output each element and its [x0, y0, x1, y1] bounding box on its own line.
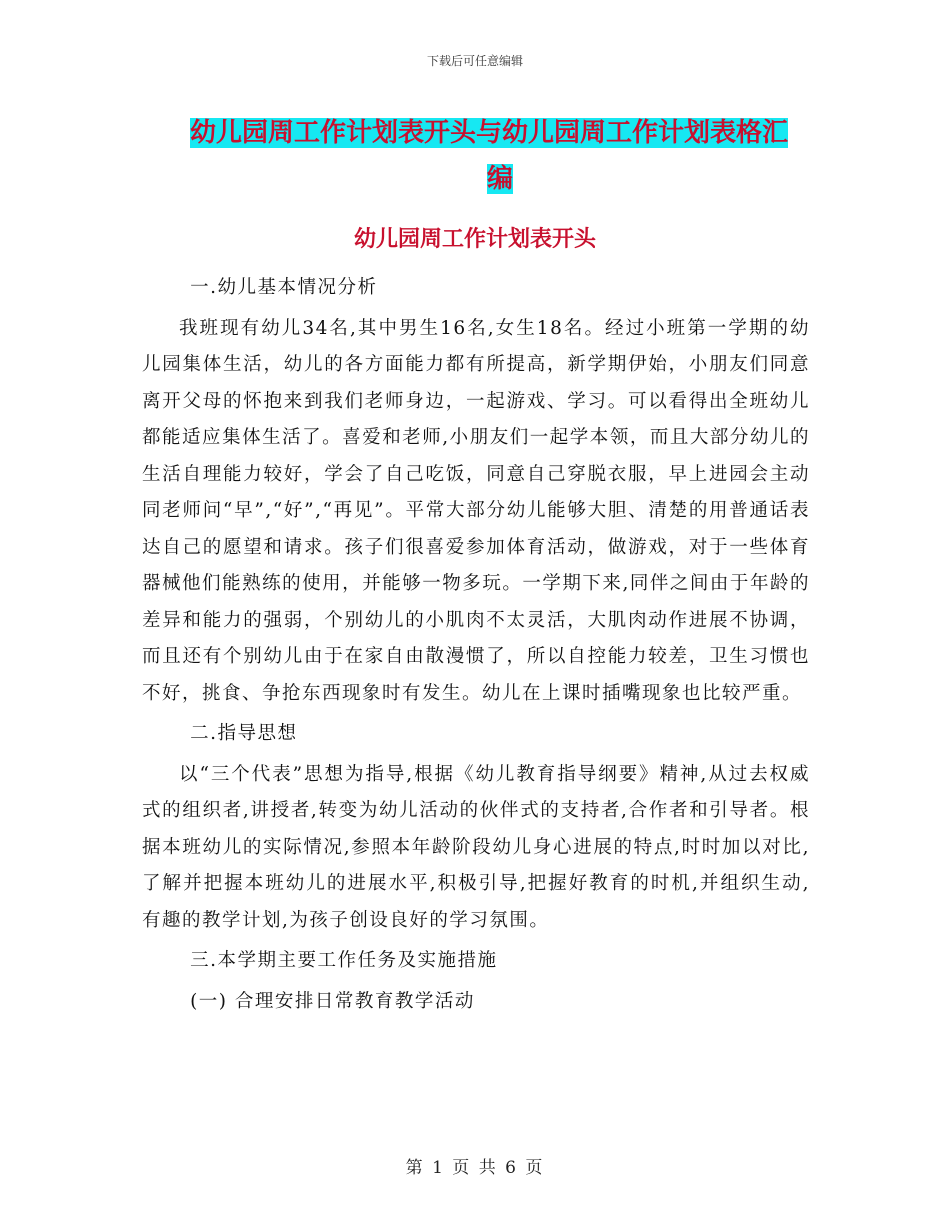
paragraph-guiding-thought: 以“三个代表”思想为指导,根据《幼儿教育指导纲要》精神,从过去权威式的组织者,讲授者,转变为幼儿活动的伙伴式的支持者,合作者和引导者。根据本班幼儿的实际情况,参照本年龄阶段幼儿身心进展的特点,时时加以对比,了解并把握本班幼儿的进展水平,积极引导,把握好教育的时机,并组织生动,有趣的教学计划,为孩子创设良好的学习氛围。: [142, 763, 810, 931]
heading-basic-analysis: 一.幼儿基本情况分析: [190, 277, 378, 298]
page-footer: 第 1 页 共 6 页: [405, 1158, 545, 1178]
document-title-line1: 幼儿园周工作计划表开头与幼儿园周工作计划表格汇: [190, 118, 789, 148]
heading-guiding-thought: 二.指导思想: [190, 723, 298, 744]
section-title: 幼儿园周工作计划表开头: [353, 226, 596, 252]
paragraph-basic-analysis: 我班现有幼儿34名,其中男生16名,女生18名。经过小班第一学期的幼儿园集体生活，幼儿的各方面能力都有所提高，新学期伊始，小朋友们同意离开父母的怀抱来到我们老师身边，一起游戏、学习。可以看得出全班幼儿都能适应集体生活了。喜爱和老师,小朋友们一起学本领，而且大部分幼儿的生活自理能力较好，学会了自己吃饭，同意自己穿脱衣服，早上进园会主动同老师问“早”,“好”,“再见”。平常大部分幼儿能够大胆、清楚的用普通话表达自己的愿望和请求。孩子们很喜爱参加体育活动，做游戏，对于一些体育器械他们能熟练的使用，并能够一物多玩。一学期下来,同伴之间由于年龄的差异和能力的强弱，个别幼儿的小肌肉不太灵活，大肌肉动作进展不协调，而且还有个别幼儿由于在家自由散漫惯了，所以自控能力较差，卫生习惯也不好，挑食、争抢东西现象时有发生。幼儿在上课时插嘴现象也比较严重。: [142, 317, 810, 704]
document-title-line2: 编: [486, 164, 513, 194]
header-note: 下载后可任意编辑: [426, 54, 523, 68]
heading-main-tasks: 三.本学期主要工作任务及实施措施: [190, 950, 498, 971]
document-body: [142, 270, 810, 1020]
document-title: [190, 110, 810, 202]
heading-daily-activities: (一) 合理安排日常教育教学活动: [190, 990, 475, 1012]
